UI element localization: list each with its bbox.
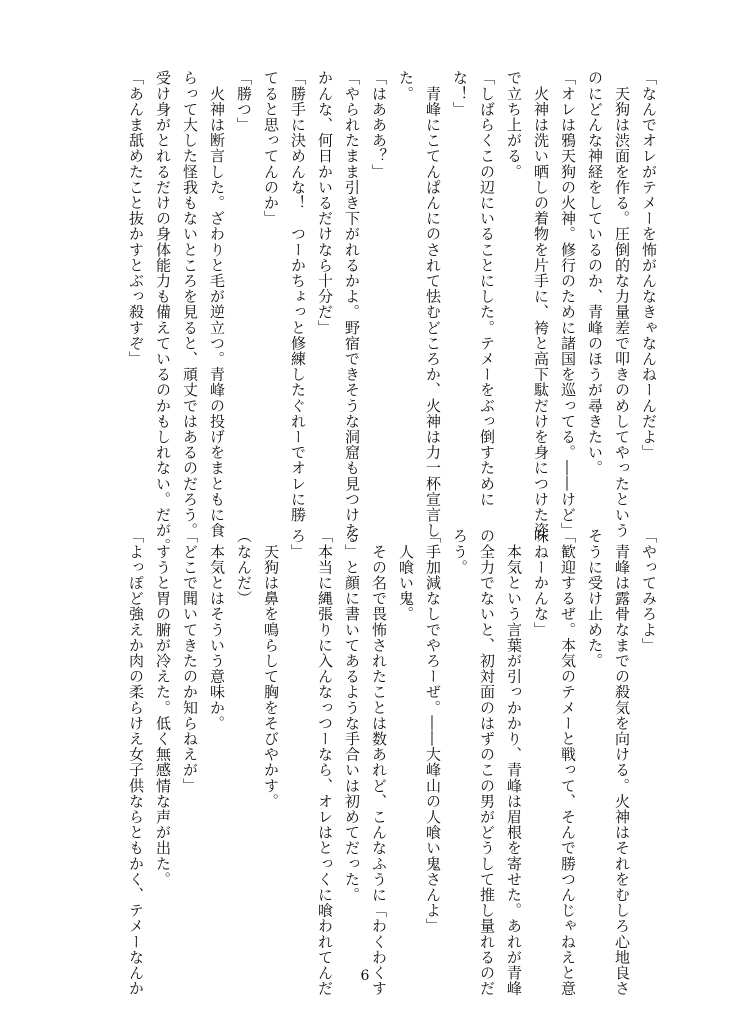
text-line: 「本当に縄張りに入んなっつーなら、オレはとっくに喰われてんだ <box>316 528 334 996</box>
text-line: らって大した怪我もないところを見ると、頑丈ではあるのだろう。 <box>181 70 199 538</box>
text-block-upper <box>122 70 662 554</box>
text-line: 「あんま舐めたこと抜かすとぶっ殺すぞ」 <box>127 70 145 367</box>
text-line: 受け身がとれるだけの身体能力も備えているのかもしれない。だが。 <box>154 70 172 554</box>
text-line: その名で畏怖されたことは数あれど、こんなふうに「わくわくす <box>370 528 388 996</box>
text-line: 青峰にこてんぱんにのされて怯むどころか、火神は力一杯宣言し <box>424 70 442 538</box>
text-line: 人喰い鬼。 <box>397 528 415 622</box>
text-line: 天狗は鼻を鳴らして胸をそびやかす。 <box>262 528 280 809</box>
text-line: 火神は断言した。ざわりと毛が逆立つ。青峰の投げをまともに食 <box>208 70 226 538</box>
text-line: 「よっぽど強えか肉の柔らけえ女子供ならともかく、テメーなんか <box>127 528 145 996</box>
text-line: 青峰は露骨なまでの殺気を向ける。火神はそれをむしろ心地良さ <box>613 528 631 996</box>
text-line: 味ねーかんな」 <box>532 528 550 638</box>
text-line: の全力でないと、初対面のはずのこの男がどうして推し量れるのだ <box>478 528 496 996</box>
text-line: 「勝手に決めんな！ つーかちょっと修練したぐれーでオレに勝 <box>289 70 307 523</box>
text-line: ろう。 <box>451 528 469 575</box>
text-line: 本気とはそういう意味か。 <box>208 528 226 731</box>
text-line: ろ」 <box>289 528 307 560</box>
text-line: すうと胃の腑が冷えた。低く無感情な声が出た。 <box>154 528 172 887</box>
text-line: （なんだ） <box>235 528 253 606</box>
text-line: 天狗は渋面を作る。圧倒的な力量差で叩きのめしてやったという <box>613 70 631 538</box>
text-block-lower <box>122 528 662 996</box>
text-line: で立ち上がる。 <box>505 70 523 180</box>
text-line: 「しばらくこの辺にいることにした。テメーをぶっ倒すために <box>478 70 496 507</box>
text-line: かんな、何日かいるだけなら十分だ」 <box>316 70 334 336</box>
text-line: な！」 <box>451 70 469 117</box>
text-line: た。 <box>397 70 415 102</box>
text-line: 「オレは鴉天狗の火神。修行のために諸国を巡ってる。――けど」 <box>559 70 577 538</box>
text-line: 「なんでオレがテメーを怖がんなきゃなんねーんだよ」 <box>640 70 658 460</box>
text-line: 「はあああ？」 <box>370 70 388 180</box>
text-line: 「どこで聞いてきたのか知らねえが」 <box>181 528 199 794</box>
text-line: 「勝つ」 <box>235 70 253 133</box>
text-line: のにどんな神経をしているのか、青峰のほうが尋きたい。 <box>586 70 604 476</box>
text-line: 火神は洗い晒しの着物を片手に、袴と高下駄だけを身につけた姿 <box>532 70 550 538</box>
text-line: る」と顔に書いてあるような手合いは初めてだった。 <box>343 528 361 903</box>
page-number: 6 <box>360 968 370 984</box>
text-line: 「やられたまま引き下がれるかよ。野宿できそうな洞窟も見つけた <box>343 70 361 538</box>
text-line: 「歓迎するぜ。本気のテメーと戦って、そんで勝つんじゃねえと意 <box>559 528 577 996</box>
text-line: そうに受け止めた。 <box>586 528 604 669</box>
text-line: 本気という言葉が引っかかり、青峰は眉根を寄せた。あれが青峰 <box>505 528 523 996</box>
text-line: 「やってみろよ」 <box>640 528 658 653</box>
text-line: 「手加減なしでやろーぜ。――大峰山の人喰い鬼さんよ」 <box>424 528 442 934</box>
text-line: てると思ってんのか」 <box>262 70 280 226</box>
